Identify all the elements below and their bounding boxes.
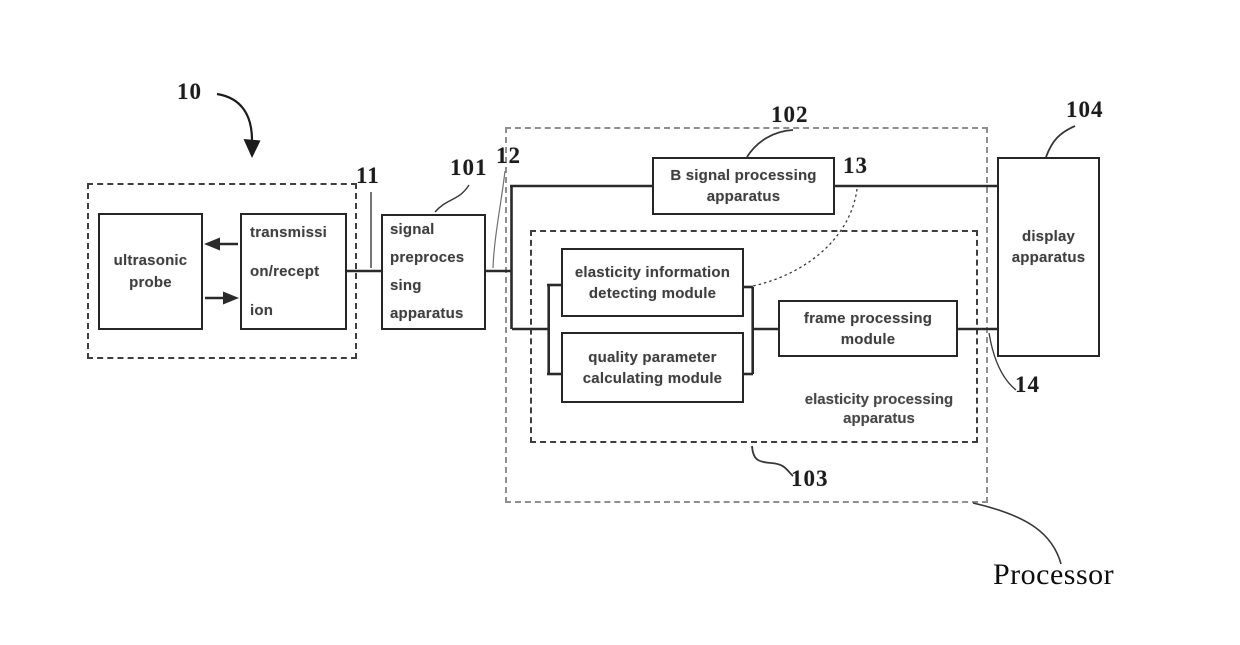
box-text-line: ion <box>250 302 274 319</box>
box-text-line: apparatus <box>706 188 781 205</box>
box-text-line: calculating module <box>582 369 723 387</box>
ultrasonic-probe-box <box>98 213 203 330</box>
ref-label-103: 103 <box>791 466 829 491</box>
box-text-line: quality parameter <box>588 348 717 366</box>
system-reference-arrow <box>217 94 261 158</box>
display-apparatus-box <box>997 157 1100 357</box>
transmission-reception-box <box>240 213 347 330</box>
box-text-line: frame processing <box>803 309 933 327</box>
box-text-line: ultrasonic <box>113 251 188 269</box>
ref-label-14: 14 <box>1015 372 1040 397</box>
elasticity-information-detecting-module-box <box>561 248 744 317</box>
ref-label-104: 104 <box>1066 97 1104 122</box>
quality-parameter-calculating-module-box <box>561 332 744 403</box>
box-text-line: on/recept <box>250 263 320 280</box>
ref-label-13: 13 <box>843 153 868 178</box>
box-text-line: preproces <box>390 249 465 266</box>
ref-label-101: 101 <box>450 155 488 180</box>
box-text-line: probe <box>129 273 172 291</box>
box-text-line: apparatus <box>390 305 464 322</box>
ref-label-12: 12 <box>496 143 521 168</box>
box-text-line: module <box>840 330 896 348</box>
group-label-line: elasticity processing <box>804 391 954 408</box>
ref-label-102: 102 <box>771 102 809 127</box>
box-text-line: B signal processing <box>670 167 817 184</box>
box-text-line: apparatus <box>1011 249 1086 266</box>
elasticity-processing-apparatus-label <box>783 390 975 428</box>
group-label-line: apparatus <box>843 410 915 427</box>
b-signal-processing-apparatus-box <box>652 157 835 215</box>
frame-processing-module-box <box>778 300 958 357</box>
processor-annotation: Processor <box>993 558 1115 591</box>
ref-label-10: 10 <box>177 79 202 104</box>
ref-label-11: 11 <box>356 163 380 188</box>
signal-preprocessing-apparatus-box <box>381 214 486 330</box>
box-text-line: display <box>1021 228 1076 245</box>
box-text-line: sing <box>390 277 422 294</box>
box-text-line: detecting module <box>588 284 717 302</box>
box-text-line: transmissi <box>250 224 328 241</box>
box-text-line: elasticity information <box>574 263 731 281</box>
box-text-line: signal <box>390 221 435 238</box>
